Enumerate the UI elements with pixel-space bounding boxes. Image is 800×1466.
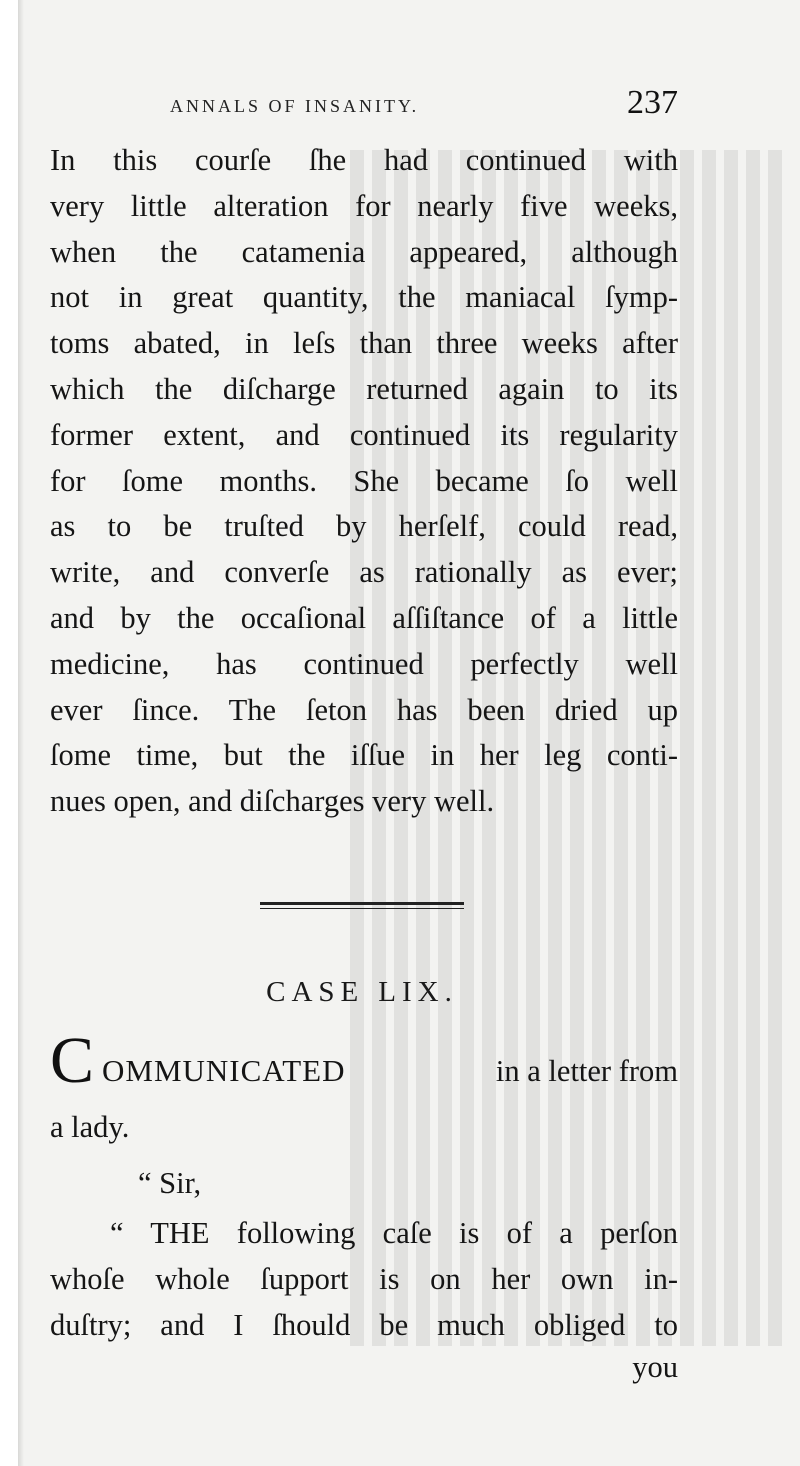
case-paragraph [50,138,678,825]
opening-line-2: a lady. [50,1110,130,1144]
page-number: 237 [627,84,678,121]
text-line: ſome time, but the iſſue in her leg conti- [50,738,678,773]
text-line: not in great quantity, the maniacal ſymp- [50,280,678,315]
text-line: “ THE following caſe is of a perſon [110,1216,678,1250]
case-heading [0,976,724,1009]
letter-section [50,1024,678,1384]
text-line: whoſe whole ſupport is on her own in- [50,1262,678,1296]
running-title: ANNALS OF INSANITY. [170,96,420,116]
case-heading-word: CASE [266,976,365,1008]
text-line: duſtry; and I ſhould be much obliged to [50,1308,678,1342]
running-head [170,84,686,130]
text-line: In this courſe ſhe had continued with [50,143,678,177]
drop-cap: C [50,1024,95,1097]
text-line: very little alteration for nearly five weeks, [50,188,678,223]
text-line: as to be truſted by herſelf, could read, [50,509,678,544]
text-line: for ſome months. She became ſo well [50,463,678,498]
text-line: former extent, and continued its regularity [50,417,678,452]
text-line: nues open, and diſcharges very well. [50,784,495,819]
salutation: “ Sir, [138,1166,202,1200]
opening-word: OMMUNICATED [102,1053,346,1088]
case-heading-number: LIX. [378,976,458,1008]
text-line: toms abated, in leſs than three weeks after [50,326,678,361]
text-line: medicine, has continued perfectly well [50,646,678,681]
text-line: which the diſcharge returned again to its [50,371,678,406]
text-line: ever ſince. The ſeton has been dried up [50,692,678,727]
text-line: and by the occaſional aſſiſtance of a little [50,600,678,635]
catchword: you [632,1350,678,1384]
letter-paragraph [50,1210,678,1348]
opening-tail: in a letter from [495,1054,678,1088]
text-line: write, and converſe as rationally as ever; [50,555,678,590]
text-line: when the catamenia appeared, although [50,234,678,269]
section-divider [260,902,464,910]
opening-line [50,1024,678,1097]
